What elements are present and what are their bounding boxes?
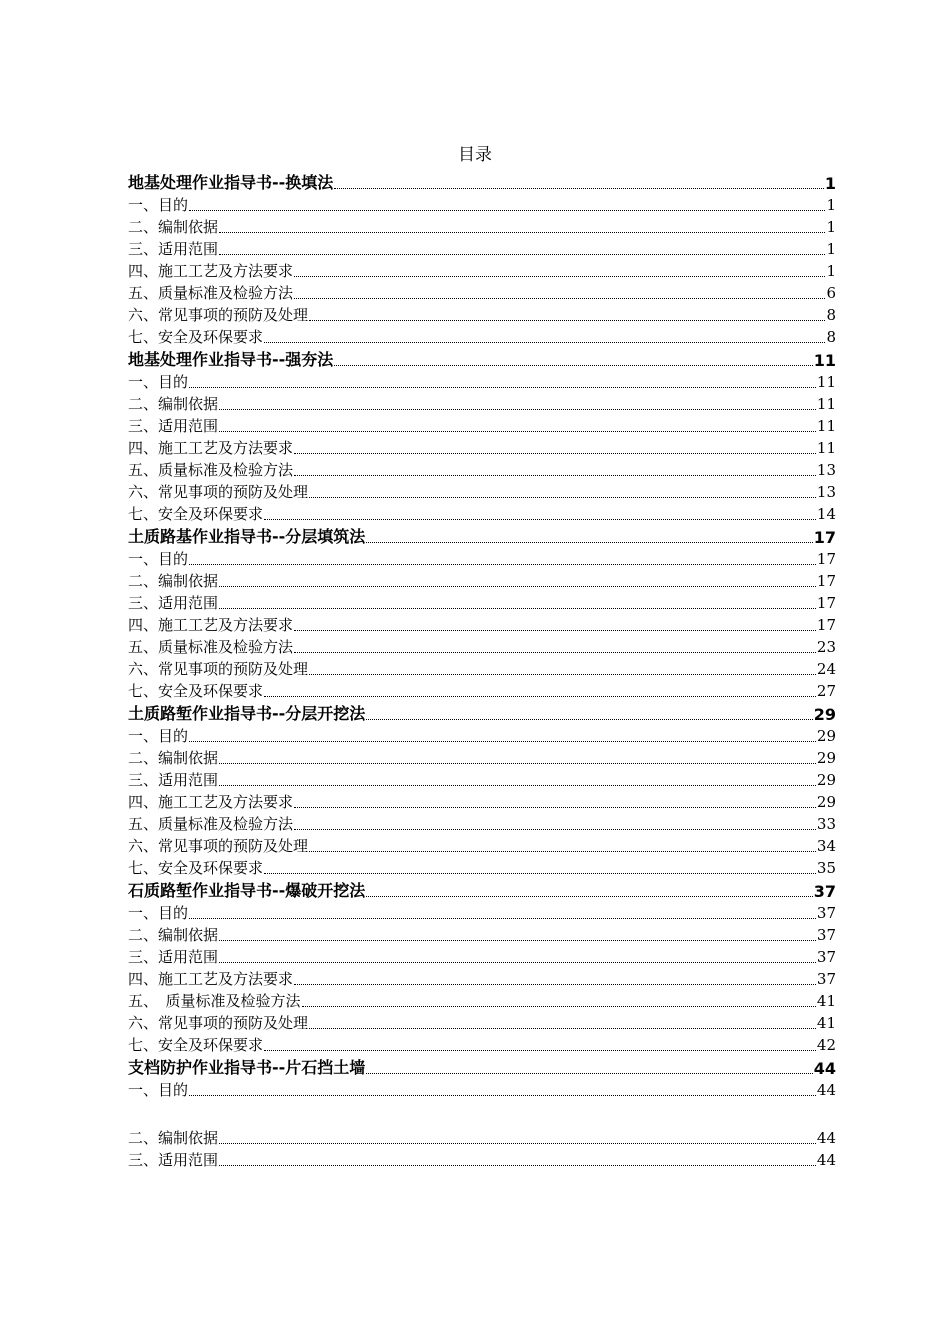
toc-entry[interactable] xyxy=(128,746,836,768)
dot-leader xyxy=(366,1073,812,1074)
toc-heading-label: 土质路堑作业指导书--分层开挖法 xyxy=(128,704,366,723)
toc-entry-label: 一、目的 xyxy=(128,727,189,745)
toc-entry[interactable] xyxy=(128,856,836,878)
toc-entry[interactable] xyxy=(128,502,836,524)
toc-heading[interactable] xyxy=(128,171,836,193)
dot-leader xyxy=(219,763,816,764)
toc-entry-label: 六、常见事项的预防及处理 xyxy=(128,660,309,678)
dot-leader xyxy=(294,807,816,808)
toc-entry-page: 44 xyxy=(816,1151,836,1169)
dot-leader xyxy=(219,962,816,963)
dot-leader xyxy=(264,873,816,874)
toc-heading[interactable] xyxy=(128,348,836,370)
toc-entry-label: 四、施工工艺及方法要求 xyxy=(128,970,294,988)
toc-entry-label: 二、编制依据 xyxy=(128,395,219,413)
dot-leader xyxy=(294,652,816,653)
dot-leader xyxy=(334,188,824,189)
dot-leader xyxy=(264,519,816,520)
dot-leader xyxy=(219,431,816,432)
toc-entry-page: 29 xyxy=(816,771,836,789)
toc-entry[interactable] xyxy=(128,480,836,502)
toc-entry[interactable] xyxy=(128,1126,836,1148)
toc-heading[interactable] xyxy=(128,525,836,547)
toc-heading-label: 支档防护作业指导书--片石挡土墙 xyxy=(128,1058,366,1077)
toc-entry[interactable] xyxy=(128,303,836,325)
toc-entry[interactable] xyxy=(128,901,836,923)
dot-leader xyxy=(309,674,816,675)
toc-entry-page: 13 xyxy=(816,483,836,501)
toc-entry[interactable] xyxy=(128,812,836,834)
toc-entry-label: 五、质量标准及检验方法 xyxy=(128,284,294,302)
toc-entry-page: 17 xyxy=(816,550,836,568)
toc-heading[interactable] xyxy=(128,702,836,724)
toc-entry[interactable] xyxy=(128,370,836,392)
toc-entry-page: 41 xyxy=(816,992,836,1010)
toc-entry-label: 七、安全及环保要求 xyxy=(128,682,264,700)
toc-entry-page: 11 xyxy=(816,417,836,435)
dot-leader xyxy=(219,1143,816,1144)
toc-heading-page: 44 xyxy=(813,1059,836,1078)
toc-entry-label: 二、编制依据 xyxy=(128,749,219,767)
toc-entry-page: 1 xyxy=(826,218,836,236)
dot-leader xyxy=(219,232,825,233)
toc-entry[interactable] xyxy=(128,923,836,945)
dot-leader xyxy=(366,542,812,543)
toc-entry[interactable] xyxy=(128,967,836,989)
toc-entry-page: 11 xyxy=(816,439,836,457)
dot-leader xyxy=(366,896,812,897)
toc-entry[interactable] xyxy=(128,635,836,657)
toc-entry-label: 四、施工工艺及方法要求 xyxy=(128,793,294,811)
toc-entry[interactable] xyxy=(128,657,836,679)
toc-entry-page: 14 xyxy=(816,505,836,523)
toc-entry-label: 六、常见事项的预防及处理 xyxy=(128,483,309,501)
dot-leader xyxy=(219,1165,816,1166)
dot-leader xyxy=(309,851,816,852)
toc-entry[interactable] xyxy=(128,414,836,436)
toc-heading-page: 11 xyxy=(813,351,836,370)
toc-entry-page: 8 xyxy=(826,306,836,324)
toc-entry-page: 6 xyxy=(826,284,836,302)
toc-entry-page: 29 xyxy=(816,727,836,745)
toc-heading-page: 1 xyxy=(824,174,836,193)
toc-entry-label: 一、目的 xyxy=(128,373,189,391)
toc-entry-label: 七、安全及环保要求 xyxy=(128,859,264,877)
toc-entry-page: 34 xyxy=(816,837,836,855)
toc-entry[interactable] xyxy=(128,392,836,414)
toc-title: 目录 xyxy=(458,145,492,165)
toc-entry-page: 37 xyxy=(816,904,836,922)
toc-entry-page: 35 xyxy=(816,859,836,877)
toc-entry[interactable] xyxy=(128,613,836,635)
toc-entry-label: 三、适用范围 xyxy=(128,594,219,612)
dot-leader xyxy=(294,276,825,277)
dot-leader xyxy=(189,741,816,742)
toc-entry-label: 四、施工工艺及方法要求 xyxy=(128,262,294,280)
dot-leader xyxy=(189,210,825,211)
toc-entry[interactable] xyxy=(128,237,836,259)
toc-entry[interactable] xyxy=(128,1148,836,1170)
toc-heading-label: 土质路基作业指导书--分层填筑法 xyxy=(128,527,366,546)
dot-leader xyxy=(334,365,812,366)
toc-entry-page: 1 xyxy=(826,262,836,280)
dot-leader xyxy=(309,1028,816,1029)
table-of-contents xyxy=(128,170,836,1170)
toc-entry-label: 三、适用范围 xyxy=(128,948,219,966)
toc-entry-label: 一、目的 xyxy=(128,196,189,214)
toc-entry-page: 42 xyxy=(816,1036,836,1054)
spacer xyxy=(128,1100,836,1126)
toc-entry-page: 29 xyxy=(816,793,836,811)
toc-heading-page: 29 xyxy=(813,705,836,724)
toc-entry-page: 17 xyxy=(816,572,836,590)
toc-entry[interactable] xyxy=(128,259,836,281)
dot-leader xyxy=(219,785,816,786)
toc-entry[interactable] xyxy=(128,724,836,746)
toc-entry-page: 1 xyxy=(826,196,836,214)
toc-entry[interactable] xyxy=(128,215,836,237)
toc-entry-label: 六、常见事项的预防及处理 xyxy=(128,306,309,324)
dot-leader xyxy=(294,298,825,299)
dot-leader xyxy=(294,829,816,830)
toc-entry-page: 27 xyxy=(816,682,836,700)
toc-entry-page: 24 xyxy=(816,660,836,678)
dot-leader xyxy=(219,940,816,941)
dot-leader xyxy=(189,918,816,919)
toc-entry-page: 23 xyxy=(816,638,836,656)
toc-entry-page: 17 xyxy=(816,616,836,634)
toc-entry[interactable] xyxy=(128,281,836,303)
toc-entry[interactable] xyxy=(128,790,836,812)
toc-entry-label: 一、目的 xyxy=(128,1081,189,1099)
toc-entry[interactable] xyxy=(128,834,836,856)
toc-heading-label: 地基处理作业指导书--强夯法 xyxy=(128,350,334,369)
toc-entry-label: 二、编制依据 xyxy=(128,1129,219,1147)
toc-entry[interactable] xyxy=(128,1033,836,1055)
dot-leader xyxy=(219,409,816,410)
toc-entry[interactable] xyxy=(128,989,836,1011)
toc-entry-label: 一、目的 xyxy=(128,550,189,568)
toc-entry-label: 二、编制依据 xyxy=(128,926,219,944)
dot-leader xyxy=(219,586,816,587)
toc-entry[interactable] xyxy=(128,1078,836,1100)
dot-leader xyxy=(264,696,816,697)
toc-entry[interactable] xyxy=(128,1011,836,1033)
toc-entry-label: 三、适用范围 xyxy=(128,771,219,789)
dot-leader xyxy=(294,453,816,454)
dot-leader xyxy=(189,1095,816,1096)
toc-heading[interactable] xyxy=(128,1056,836,1078)
dot-leader xyxy=(264,342,825,343)
toc-heading-label: 地基处理作业指导书--换填法 xyxy=(128,173,334,192)
dot-leader xyxy=(294,984,816,985)
toc-entry-page: 17 xyxy=(816,594,836,612)
toc-entry-label: 六、常见事项的预防及处理 xyxy=(128,1014,309,1032)
toc-entry-page: 44 xyxy=(816,1081,836,1099)
toc-heading-page: 17 xyxy=(813,528,836,547)
dot-leader xyxy=(366,719,812,720)
toc-entry-page: 37 xyxy=(816,926,836,944)
toc-entry-page: 37 xyxy=(816,948,836,966)
toc-entry-label: 五、质量标准及检验方法 xyxy=(128,815,294,833)
toc-entry-page: 13 xyxy=(816,461,836,479)
toc-entry-label: 七、安全及环保要求 xyxy=(128,505,264,523)
toc-entry-page: 29 xyxy=(816,749,836,767)
toc-entry[interactable] xyxy=(128,569,836,591)
toc-entry-page: 11 xyxy=(816,395,836,413)
toc-entry-label: 七、安全及环保要求 xyxy=(128,1036,264,1054)
toc-entry-label: 三、适用范围 xyxy=(128,240,219,258)
toc-heading[interactable] xyxy=(128,879,836,901)
dot-leader xyxy=(219,254,825,255)
toc-entry-page: 1 xyxy=(826,240,836,258)
toc-entry[interactable] xyxy=(128,458,836,480)
toc-entry[interactable] xyxy=(128,768,836,790)
toc-entry[interactable] xyxy=(128,436,836,458)
dot-leader xyxy=(264,1050,816,1051)
toc-entry[interactable] xyxy=(128,193,836,215)
toc-heading-label: 石质路堑作业指导书--爆破开挖法 xyxy=(128,881,366,900)
toc-entry-page: 8 xyxy=(826,328,836,346)
toc-entry-label: 三、适用范围 xyxy=(128,417,219,435)
toc-entry-label: 四、施工工艺及方法要求 xyxy=(128,439,294,457)
toc-entry-page: 37 xyxy=(816,970,836,988)
toc-entry-page: 11 xyxy=(816,373,836,391)
dot-leader xyxy=(219,608,816,609)
toc-entry-label: 二、编制依据 xyxy=(128,572,219,590)
dot-leader xyxy=(189,387,816,388)
dot-leader xyxy=(189,564,816,565)
dot-leader xyxy=(302,1006,816,1007)
toc-entry-label: 二、编制依据 xyxy=(128,218,219,236)
dot-leader xyxy=(309,320,825,321)
toc-entry[interactable] xyxy=(128,679,836,701)
toc-entry-label: 五、质量标准及检验方法 xyxy=(128,638,294,656)
toc-entry-label: 五、 质量标准及检验方法 xyxy=(128,992,301,1010)
dot-leader xyxy=(294,630,816,631)
dot-leader xyxy=(309,497,816,498)
toc-entry-label: 七、安全及环保要求 xyxy=(128,328,264,346)
toc-entry[interactable] xyxy=(128,325,836,347)
toc-entry-page: 44 xyxy=(816,1129,836,1147)
toc-entry-label: 三、适用范围 xyxy=(128,1151,219,1169)
toc-entry-page: 41 xyxy=(816,1014,836,1032)
toc-entry-page: 33 xyxy=(816,815,836,833)
toc-entry[interactable] xyxy=(128,591,836,613)
toc-entry-label: 六、常见事项的预防及处理 xyxy=(128,837,309,855)
toc-entry-label: 五、质量标准及检验方法 xyxy=(128,461,294,479)
toc-heading-page: 37 xyxy=(813,882,836,901)
toc-entry-label: 四、施工工艺及方法要求 xyxy=(128,616,294,634)
toc-entry-label: 一、目的 xyxy=(128,904,189,922)
dot-leader xyxy=(294,475,816,476)
toc-entry[interactable] xyxy=(128,547,836,569)
toc-entry[interactable] xyxy=(128,945,836,967)
